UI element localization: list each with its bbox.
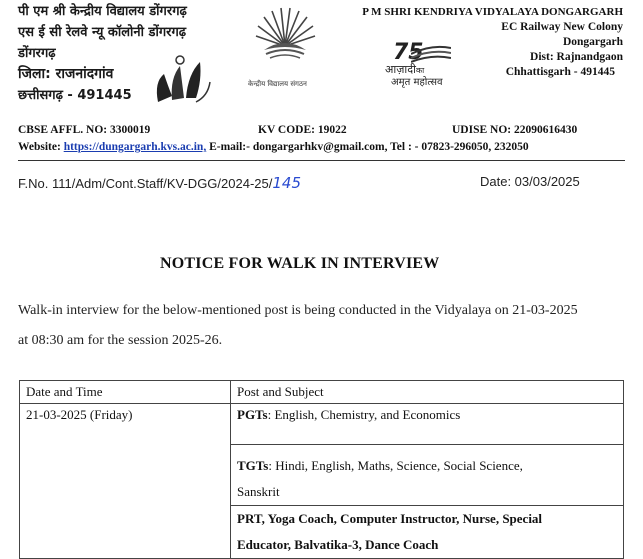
header-date-time: Date and Time	[20, 381, 231, 404]
date-cell: 21-03-2025 (Friday)	[20, 404, 231, 559]
hindi-town: डोंगरगढ़	[18, 46, 56, 61]
paragraph-line-2: at 08:30 am for the session 2025-26.	[18, 333, 223, 348]
vidyalaya-emblem-icon	[150, 52, 214, 108]
azadi-word: आज़ादी	[385, 63, 416, 76]
tgt-label: TGTs	[237, 458, 269, 473]
amrit-mahotsav: अमृत महोत्सव	[391, 77, 443, 88]
english-town: Dongargarh	[562, 36, 623, 48]
hindi-school-name: पी एम श्री केन्द्रीय विद्यालय डोंगरगढ़	[18, 4, 187, 19]
header-post-subject: Post and Subject	[231, 381, 624, 404]
table-header-row	[20, 381, 624, 404]
english-state: Chhattisgarh - 491445	[505, 66, 615, 78]
english-colony: EC Railway New Colony	[501, 21, 623, 33]
notice-paragraph	[18, 296, 628, 356]
kvs-logo-caption: केन्द्रीय विद्यालय संगठन	[248, 80, 307, 88]
hindi-district: जिला: राजनांदगांव	[18, 66, 114, 82]
other-posts-line-1: PRT, Yoga Coach, Computer Instructor, Nurse, Special	[237, 511, 543, 526]
website-link[interactable]: https://dungargarh.kvs.ac.in,	[63, 141, 207, 153]
tgt-cell	[231, 445, 624, 506]
tgt-subjects-cont: Sanskrit	[237, 484, 280, 499]
file-number-prefix: F.No. 111/Adm/Cont.Staff/KV-DGG/2024-25/	[18, 176, 273, 191]
contact-line	[18, 141, 529, 153]
hindi-state: छत्तीसगढ़ - 491445	[18, 88, 132, 103]
kv-code: KV CODE: 19022	[258, 124, 347, 136]
telephone-text: Tel : - 07823-296050, 232050	[390, 141, 529, 153]
english-district: Dist: Rajnandgaon	[530, 51, 623, 63]
other-posts-line-2: Educator, Balvatika-3, Dance Coach	[237, 537, 439, 552]
tgt-subjects: : Hindi, English, Maths, Science, Social Science,	[268, 458, 523, 473]
handwritten-file-number: 145	[272, 174, 301, 192]
kvs-logo-icon	[250, 6, 320, 80]
interview-schedule-table	[19, 380, 624, 559]
header-divider	[18, 160, 625, 161]
english-address-block	[362, 5, 623, 80]
email-text: E-mail:- dongargarhkv@gmail.com,	[209, 141, 388, 153]
website-label: Website:	[18, 141, 61, 153]
paragraph-line-1: Walk-in interview for the below-mentioned post is being conducted in the Vidyalaya on 21-03-2025	[18, 303, 578, 318]
pgt-cell	[231, 404, 624, 445]
hindi-colony: एस ई सी रेलवे न्यू कॉलोनी डोंगरगढ़	[18, 25, 187, 40]
file-number	[18, 174, 301, 192]
notice-title: NOTICE FOR WALK IN INTERVIEW	[160, 255, 440, 272]
pgt-label: PGTs	[237, 407, 268, 422]
table-row	[20, 404, 624, 445]
pgt-subjects: : English, Chemistry, and Economics	[267, 407, 461, 422]
udise-number: UDISE NO: 22090616430	[452, 124, 578, 136]
azadi-logo-number: 75	[393, 40, 424, 65]
cbse-affiliation: CBSE AFFL. NO: 3300019	[18, 124, 151, 136]
azadi-ka: का	[415, 66, 425, 75]
other-posts-cell	[231, 506, 624, 559]
english-school-name: P M SHRI KENDRIYA VIDYALAYA DONGARGARH	[362, 6, 623, 18]
notice-date: Date: 03/03/2025	[480, 174, 580, 189]
